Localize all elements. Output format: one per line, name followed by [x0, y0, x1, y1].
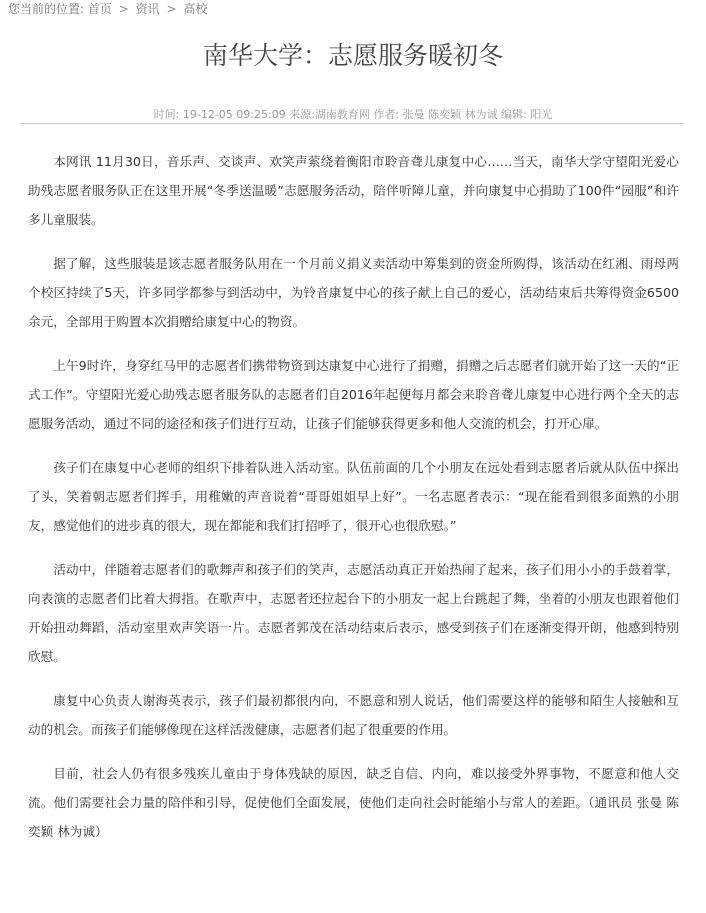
meta-source-label: 来源: — [289, 108, 315, 121]
article-paragraph: 孩子们在康复中心老师的组织下排着队进入活动室。队伍前面的几个小朋友在远处看到志愿者后就从队伍中探出了头，笑着朝志愿者们挥手，用稚嫩的声音说着“哥哥姐姐早上好”。一名志愿者表示：“现在能看到很多面熟的小朋友，感觉他们的进步真的很大，现在都能和我们打招呼了，很开心也很欣慰。” — [28, 460, 679, 533]
meta-author-label: 作者: — [373, 108, 400, 121]
breadcrumb-separator: > — [166, 2, 177, 16]
article-paragraph: 活动中，伴随着志愿者们的歌舞声和孩子们的笑声，志愿活动真正开始热闹了起来，孩子们用小小的手鼓着掌，向表演的志愿者们比着大拇指。在歌声中，志愿者还拉起台下的小朋友一起上台跳起了舞，坐着的小朋友也跟着他们开始扭动舞蹈，活动室里欢声笑语一片。志愿者郭茂在活动结束后表示，感受到孩子们在逐渐变得开朗，他感到特别欣慰。 — [28, 562, 679, 664]
meta-editor-label: 编辑: — [501, 108, 527, 121]
breadcrumb — [8, 0, 207, 18]
meta-editor: 阳光 — [530, 108, 553, 121]
article-paragraph: 本网讯 11月30日，音乐声、交谈声、欢笑声萦绕着衡阳市聆音聋儿康复中心……当天，南华大学守望阳光爱心助残志愿者服务队正在这里开展“冬季送温暖”志愿服务活动，陪伴听障儿童，并向康复中心捐助了100件“园服”和许多儿童服装。 — [28, 154, 679, 227]
article-meta — [0, 106, 706, 124]
article-body — [28, 147, 679, 861]
breadcrumb-label: 您当前的位置: — [8, 2, 85, 16]
article-paragraph: 目前，社会人仍有很多残疾儿童由于身体残缺的原因，缺乏自信、内向，难以接受外界事物，不愿意和他人交流。他们需要社会力量的陪伴和引导，促使他们全面发展，使他们走向社会时能缩小与常人的差距。（通讯员 张曼 陈奕颖 林为诚） — [28, 766, 679, 839]
article-title: 南华大学：志愿服务暖初冬 — [202, 41, 503, 70]
meta-source: 湖南教育网 — [314, 108, 370, 121]
meta-time: 19-12-05 09:25:09 — [182, 108, 286, 121]
article-paragraph: 上午9时许，身穿红马甲的志愿者们携带物资到达康复中心进行了捐赠，捐赠之后志愿者们就开始了这一天的“正式工作”。守望阳光爱心助残志愿者服务队的志愿者们自2016年起便每月都会来聆音聋儿康复中心进行两个全天的志愿服务活动，通过不同的途径和孩子们进行互动，让孩子们能够获得更多和他人交流的机会，打开心扉。 — [28, 358, 679, 431]
meta-time-label: 时间: — [153, 108, 180, 121]
breadcrumb-separator: > — [118, 2, 129, 16]
article-paragraph: 据了解，这些服装是该志愿者服务队用在一个月前义捐义卖活动中筹集到的资金所购得，该活动在红湘、雨母两个校区持续了5天，许多同学都参与到活动中，为铃音康复中心的孩子献上自己的爱心，活动结束后共筹得资金6500余元，全部用于购置本次捐赠给康复中心的物资。 — [28, 256, 679, 329]
meta-author: 张曼 陈奕颖 林为诚 — [402, 108, 498, 121]
breadcrumb-link-home[interactable]: 首页 — [87, 2, 112, 16]
breadcrumb-link-news[interactable]: 资讯 — [135, 2, 160, 16]
title-divider — [20, 123, 684, 124]
article-paragraph: 康复中心负责人谢海英表示，孩子们最初都很内向，不愿意和别人说话，他们需要这样的能够和陌生人接触和互动的机会。而孩子们能够像现在这样活泼健康，志愿者们起了很重要的作用。 — [28, 693, 679, 737]
breadcrumb-link-universities[interactable]: 高校 — [183, 2, 208, 16]
